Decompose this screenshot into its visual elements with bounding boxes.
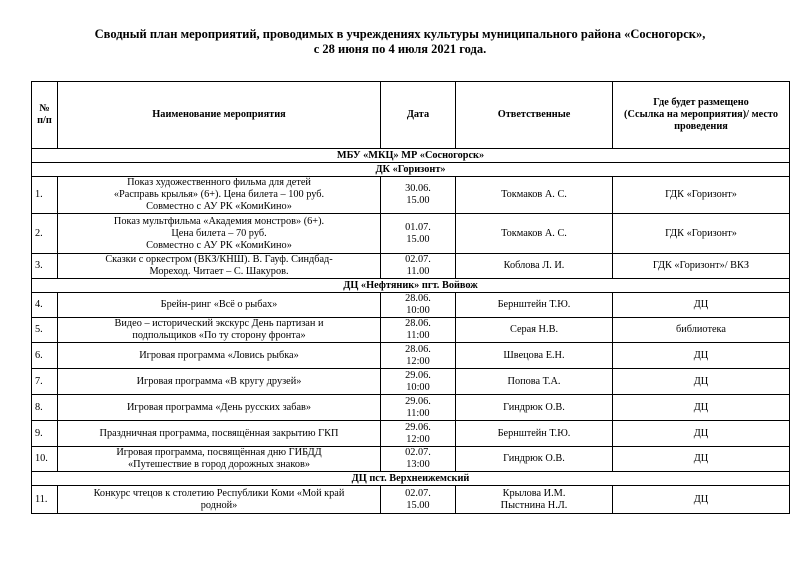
section-row: [32, 149, 790, 163]
cell-name-line: Совместно с АУ РК «КомиКино»: [146, 201, 292, 212]
table-row: [32, 447, 790, 472]
cell-place: ДЦ: [613, 447, 790, 472]
cell-date: [381, 486, 456, 514]
cell-name: [58, 177, 381, 214]
cell-place: ДЦ: [613, 395, 790, 421]
cell-date: [381, 293, 456, 318]
cell-responsible-line: Бернштейн Т.Ю.: [497, 427, 571, 439]
header-date: Дата: [381, 82, 456, 149]
cell-date-line: 11.00: [406, 266, 430, 277]
cell-responsible-line: Токмаков А. С.: [501, 189, 567, 200]
cell-name-line: Игровая программа «Ловись рыбка»: [139, 349, 299, 361]
cell-name: [58, 447, 381, 472]
cell-name-line: Совместно с АУ РК «КомиКино»: [146, 239, 292, 251]
cell-responsible-line: Швецова Е.Н.: [503, 349, 565, 361]
cell-responsible: [456, 318, 613, 343]
cell-name-line: Показ мультфильма «Академия монстров» (6+).: [113, 215, 325, 227]
cell-name-line: «Расправь крылья» (6+). Цена билета – 100 руб.: [113, 189, 325, 200]
header-row: [32, 82, 790, 149]
section-title: ДЦ пст. Верхнеижемский: [32, 472, 790, 486]
cell-date: [381, 395, 456, 421]
cell-num: 4.: [32, 293, 58, 318]
cell-name: [58, 369, 381, 395]
section-title: МБУ «МКЦ» МР «Сосногорск»: [32, 149, 790, 163]
cell-name-line: Сказки с оркестром (ВКЗ/КНШ). В. Гауф. Синдбад-: [105, 254, 333, 265]
cell-name: [58, 421, 381, 447]
cell-name-line: Игровая программа, посвящённая дню ГИБДД: [116, 447, 322, 458]
cell-date-line: 28.06.: [405, 318, 431, 329]
cell-date: [381, 343, 456, 369]
table-row: [32, 214, 790, 254]
section-row: [32, 472, 790, 486]
cell-num: 3.: [32, 254, 58, 279]
table-row: [32, 318, 790, 343]
cell-name-line: подпольщиков «По ту сторону фронта»: [132, 330, 306, 341]
cell-date-line: 28.06.: [405, 343, 431, 355]
cell-place: ДЦ: [613, 421, 790, 447]
section-title: ДЦ «Нефтяник» пгт. Войвож: [32, 279, 790, 293]
title-line-2: с 28 июня по 4 июля 2021 года.: [313, 42, 487, 56]
cell-date-line: 01.07.: [405, 221, 431, 233]
cell-place: библиотека: [613, 318, 790, 343]
cell-responsible-line: Коблова Л. И.: [503, 260, 565, 271]
cell-name-line: Конкурс чтецов к столетию Республики Коми «Мой край: [93, 487, 345, 499]
cell-date-line: 12:00: [406, 433, 430, 445]
cell-date-line: 02.07.: [405, 487, 431, 499]
cell-responsible-line: Крылова И.М.: [502, 487, 566, 499]
header-place: Где будет размещено (Ссылка на мероприятия)/ место проведения: [613, 82, 790, 149]
cell-date-line: 11:00: [406, 407, 430, 419]
cell-name: [58, 486, 381, 514]
cell-date-line: 02.07.: [405, 447, 431, 458]
cell-date-line: 15.00: [406, 195, 430, 206]
cell-name-line: Игровая программа «В кругу друзей»: [136, 375, 302, 387]
cell-responsible: [456, 395, 613, 421]
cell-place: ДЦ: [613, 369, 790, 395]
section-row: [32, 163, 790, 177]
cell-responsible-line: Пыстнина Н.Л.: [500, 499, 568, 511]
cell-responsible-line: Гиндрюк О.В.: [503, 401, 565, 413]
cell-num: 5.: [32, 318, 58, 343]
cell-name: [58, 343, 381, 369]
cell-name-line: родной»: [200, 499, 238, 511]
cell-responsible-line: Серая Н.В.: [509, 324, 559, 335]
cell-place: ДЦ: [613, 343, 790, 369]
cell-date: [381, 254, 456, 279]
cell-place: ГДК «Горизонт»: [613, 214, 790, 254]
cell-place: ГДК «Горизонт»: [613, 177, 790, 214]
cell-responsible-line: Попова Т.А.: [507, 375, 561, 387]
cell-date-line: 10:00: [406, 305, 430, 316]
cell-num: 6.: [32, 343, 58, 369]
cell-responsible: [456, 486, 613, 514]
cell-name: [58, 395, 381, 421]
header-num: № п/п: [32, 82, 58, 149]
cell-num: 2.: [32, 214, 58, 254]
header-responsible: Ответственные: [456, 82, 613, 149]
cell-name: [58, 293, 381, 318]
cell-date-line: 15.00: [406, 233, 430, 245]
cell-date-line: 28.06.: [405, 293, 431, 304]
table-row: [32, 421, 790, 447]
table-body: [32, 149, 790, 514]
cell-place: ДЦ: [613, 486, 790, 514]
cell-date-line: 10:00: [406, 381, 430, 393]
cell-date-line: 30.06.: [405, 183, 431, 194]
title-line-1: Сводный план мероприятий, проводимых в учреждениях культуры муниципального района «Сосногорск»,: [94, 27, 706, 41]
cell-name-line: Брейн-ринг «Всё о рыбах»: [160, 299, 278, 310]
cell-date: [381, 318, 456, 343]
cell-responsible: [456, 293, 613, 318]
cell-responsible: [456, 254, 613, 279]
cell-date: [381, 447, 456, 472]
section-row: [32, 279, 790, 293]
cell-num: 1.: [32, 177, 58, 214]
cell-num: 9.: [32, 421, 58, 447]
cell-responsible: [456, 447, 613, 472]
cell-name-line: Показ художественного фильма для детей: [127, 177, 311, 188]
cell-date-line: 29.06.: [405, 369, 431, 381]
cell-date-line: 11:00: [406, 330, 430, 341]
cell-name: [58, 214, 381, 254]
cell-num: 10.: [32, 447, 58, 472]
cell-name-line: Цена билета – 70 руб.: [171, 227, 267, 239]
table-row: [32, 254, 790, 279]
cell-name-line: Праздничная программа, посвящённая закрытию ГКП: [99, 427, 339, 439]
cell-place: ДЦ: [613, 293, 790, 318]
cell-name-line: «Путешествие в город дорожных знаков»: [128, 459, 310, 470]
section-title: ДК «Горизонт»: [32, 163, 790, 177]
cell-responsible-line: Гиндрюк О.В.: [503, 453, 565, 464]
document-title: [0, 27, 800, 57]
cell-num: 8.: [32, 395, 58, 421]
cell-date: [381, 177, 456, 214]
cell-date: [381, 369, 456, 395]
cell-name-line: Мореход. Читает – С. Шакуров.: [149, 266, 289, 277]
cell-responsible-line: Бернштейн Т.Ю.: [497, 299, 571, 310]
cell-date-line: 12:00: [406, 355, 430, 367]
table-row: [32, 293, 790, 318]
table-row: [32, 177, 790, 214]
cell-name: [58, 254, 381, 279]
header-name: Наименование мероприятия: [58, 82, 381, 149]
cell-responsible: [456, 369, 613, 395]
cell-num: 11.: [32, 486, 58, 514]
cell-place: ГДК «Горизонт»/ ВКЗ: [613, 254, 790, 279]
cell-date-line: 02.07.: [405, 254, 431, 265]
cell-name: [58, 318, 381, 343]
table-row: [32, 369, 790, 395]
cell-name-line: Игровая программа «День русских забав»: [126, 401, 312, 413]
cell-num: 7.: [32, 369, 58, 395]
events-table: [31, 81, 790, 514]
cell-name-line: Видео – исторический экскурс День партизан и: [114, 318, 324, 329]
table-row: [32, 395, 790, 421]
table-row: [32, 486, 790, 514]
cell-date: [381, 421, 456, 447]
cell-responsible: [456, 177, 613, 214]
cell-responsible: [456, 214, 613, 254]
cell-date-line: 13:00: [406, 459, 430, 470]
cell-date: [381, 214, 456, 254]
cell-date-line: 29.06.: [405, 395, 431, 407]
cell-date-line: 29.06.: [405, 421, 431, 433]
cell-responsible-line: Токмаков А. С.: [501, 227, 567, 239]
cell-date-line: 15.00: [406, 499, 430, 511]
table-row: [32, 343, 790, 369]
cell-responsible: [456, 343, 613, 369]
cell-responsible: [456, 421, 613, 447]
